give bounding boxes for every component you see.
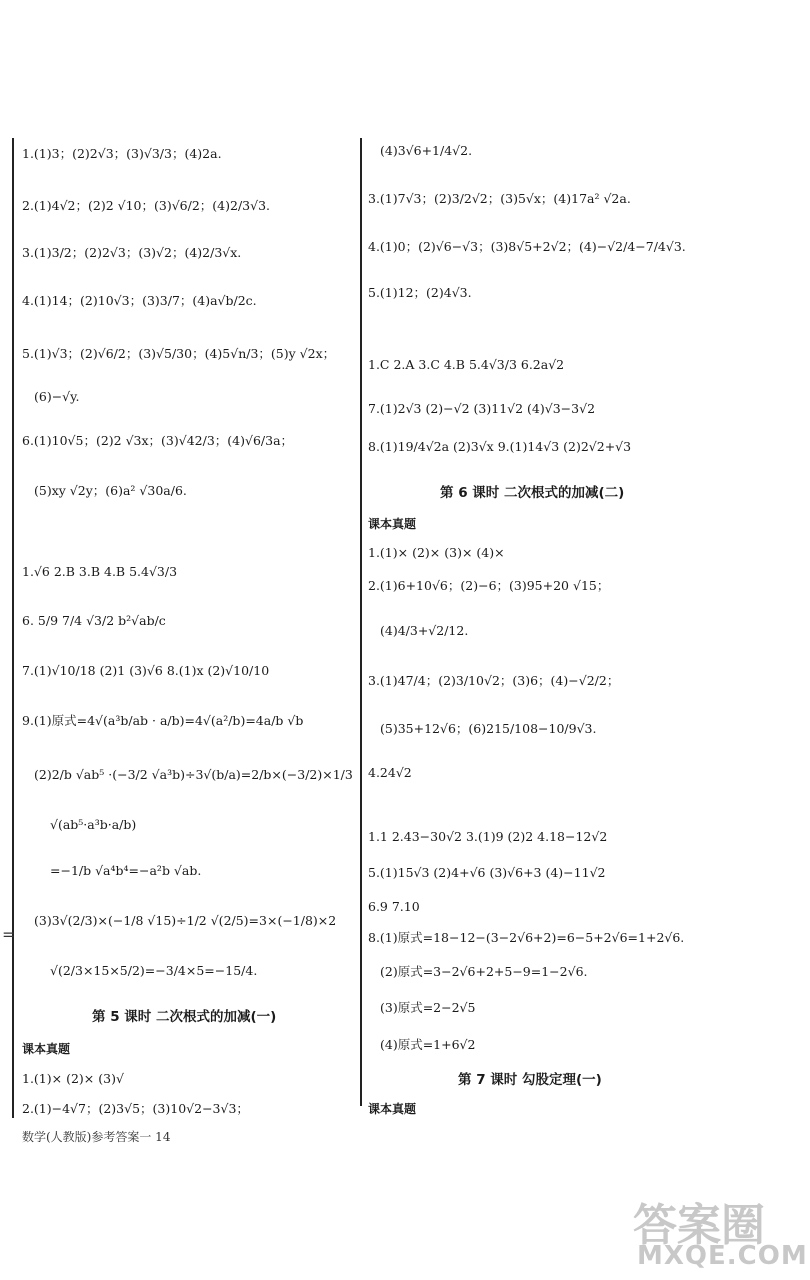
answer-line: 7.(1)2√3 (2)−√2 (3)11√2 (4)√3−3√2 — [368, 401, 596, 416]
answer-line: 3.(1)7√3；(2)3/2√2；(3)5√x；(4)17a² √2a. — [368, 191, 631, 206]
answer-line: 3.(1)3/2；(2)2√3；(3)√2；(4)2/3√x. — [22, 245, 242, 260]
answer-line: 1.(1)× (2)× (3)× (4)× — [368, 545, 505, 560]
answer-line: (4)3√6+1/4√2. — [380, 143, 473, 158]
answer-line: 1.(1)3；(2)2√3；(3)√3/3；(4)2a. — [22, 146, 222, 161]
answer-line: 5.(1)12；(2)4√3. — [368, 285, 472, 300]
answer-line: 5.(1)15√3 (2)4+√6 (3)√6+3 (4)−11√2 — [368, 865, 606, 880]
lesson5-heading: 第 5 课时 二次根式的加减(一) — [92, 1009, 277, 1025]
answer-line: 2.(1)6+10√6；(2)−6；(3)95+20 √15； — [368, 578, 610, 593]
answer-line: 3.(1)47/4；(2)3/10√2；(3)6；(4)−√2/2； — [368, 673, 620, 688]
watermark-line1: 答案圈 — [633, 1200, 765, 1251]
answer-line: 6. 5/9 7/4 √3/2 b²√ab/c — [22, 613, 166, 628]
answer-line: 1.C 2.A 3.C 4.B 5.4√3/3 6.2a√2 — [368, 357, 565, 372]
answer-line: 2.(1)4√2；(2)2 √10；(3)√6/2；(4)2/3√3. — [22, 198, 271, 213]
answer-line: 4.24√2 — [368, 765, 412, 780]
answer-line: (2)原式=3−2√6+2+5−9=1−2√6. — [380, 964, 588, 979]
answer-line: 9.(1)原式=4√(a³b/ab · a/b)=4√(a²/b)=4a/b √b — [22, 713, 304, 728]
answer-line: 6.9 7.10 — [368, 899, 420, 914]
lesson5-subheading: 课本真题 — [22, 1042, 71, 1056]
watermark-logo — [627, 1187, 808, 1272]
answer-line: √(ab⁵·a³b·a/b) — [50, 817, 137, 832]
answer-line: 2.(1)−4√7；(2)3√5；(3)10√2−3√3； — [22, 1101, 249, 1116]
lesson7-subheading: 课本真题 — [368, 1102, 417, 1116]
answer-line: (5)35+12√6；(6)215/108−10/9√3. — [380, 721, 597, 736]
answer-line: 7.(1)√10/18 (2)1 (3)√6 8.(1)x (2)√10/10 — [22, 663, 270, 678]
answer-line: 1.1 2.43−30√2 3.(1)9 (2)2 4.18−12√2 — [368, 829, 608, 844]
margin-mark: = — [2, 925, 16, 944]
lesson6-heading: 第 6 课时 二次根式的加减(二) — [440, 485, 625, 501]
answer-line: (2)2/b √ab⁵ ·(−3/2 √a³b)÷3√(b/a)=2/b×(−3/2)×1/3 — [34, 767, 353, 782]
answer-line: (5)xy √2y；(6)a² √30a/6. — [34, 483, 187, 498]
watermark-line2: MXQE.COM — [637, 1241, 808, 1271]
answer-line: (4)4/3+√2/12. — [380, 623, 469, 638]
answer-line: 1.√6 2.B 3.B 4.B 5.4√3/3 — [22, 564, 178, 579]
answer-line: (6)−√y. — [34, 389, 80, 404]
answer-line: 5.(1)√3；(2)√6/2；(3)√5/30；(4)5√n/3；(5)y √2x； — [22, 346, 336, 361]
answer-line: 8.(1)19/4√2a (2)3√x 9.(1)14√3 (2)2√2+√3 — [368, 439, 632, 454]
answer-line: 1.(1)× (2)× (3)√ — [22, 1071, 124, 1086]
lesson7-heading: 第 7 课时 勾股定理(一) — [458, 1072, 602, 1088]
answer-line: (3)原式=2−2√5 — [380, 1000, 476, 1015]
answer-line: 6.(1)10√5；(2)2 √3x；(3)√42/3；(4)√6/3a； — [22, 433, 294, 448]
answer-line: 4.(1)14；(2)10√3；(3)3/7；(4)a√b/2c. — [22, 293, 257, 308]
lesson6-subheading: 课本真题 — [368, 517, 417, 531]
page-footer: 数学(人教版)参考答案一 14 — [22, 1130, 171, 1144]
answer-line: 4.(1)0；(2)√6−√3；(3)8√5+2√2；(4)−√2/4−7/4√3. — [368, 239, 686, 254]
answer-line: 8.(1)原式=18−12−(3−2√6+2)=6−5+2√6=1+2√6. — [368, 930, 685, 945]
left-column-rule — [12, 138, 14, 1118]
answer-line: =−1/b √a⁴b⁴=−a²b √ab. — [50, 863, 202, 878]
answer-line: (3)3√(2/3)×(−1/8 √15)÷1/2 √(2/5)=3×(−1/8)×2 — [34, 913, 337, 928]
answer-line: √(2/3×15×5/2)=−3/4×5=−15/4. — [50, 963, 258, 978]
answer-line: (4)原式=1+6√2 — [380, 1037, 476, 1052]
center-column-rule — [360, 138, 362, 1106]
